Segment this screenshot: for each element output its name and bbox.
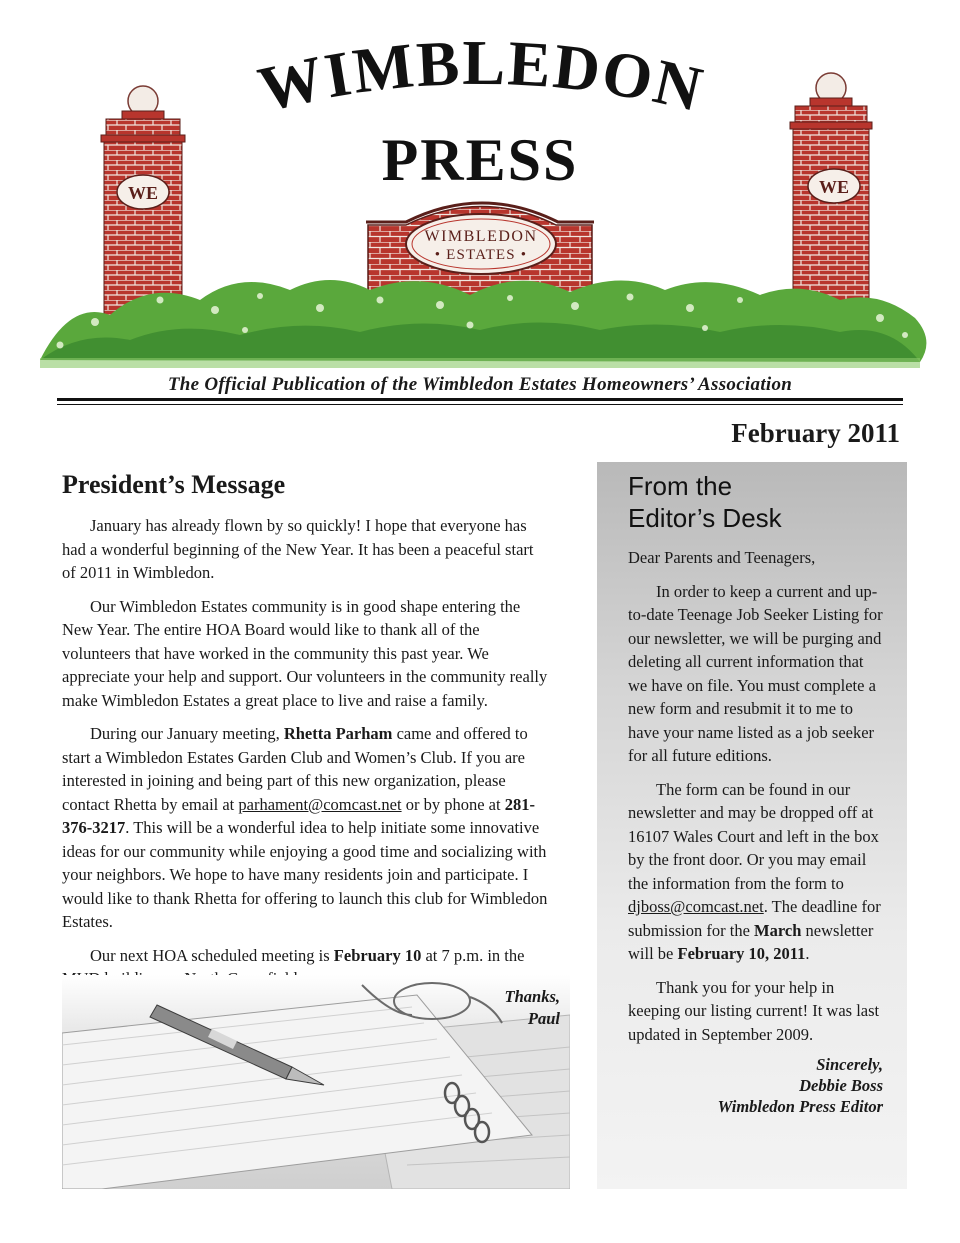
president-paragraph-1: January has already flown by so quickly! I hope that everyone has had a wonderful beginning of the New Year. It has been a peaceful start of 2011 in Wimbledon. [62, 516, 534, 582]
president-p4-text-a: Our next HOA scheduled meeting is [90, 945, 334, 965]
president-p4-text-b: at 7 p.m. in the [425, 945, 525, 965]
editor-paragraph-2 [628, 778, 883, 966]
president-paragraph-3 [62, 722, 550, 934]
sign-line-2: • ESTATES • [434, 247, 528, 263]
masthead-illustration [0, 0, 960, 400]
editor-p2-text-a: The form can be found in our newsletter and may be dropped off at 16107 Wales Court and left in the box by the front door. Or you may email the information from the form to [628, 779, 879, 893]
president-p3-text-a: During our January meeting, [90, 724, 284, 743]
presidents-message-heading: President’s Message [62, 470, 286, 499]
editors-desk-heading-line-1: From the [628, 471, 733, 501]
sign-line-1: WIMBLEDON [424, 228, 538, 245]
foliage [40, 280, 926, 368]
right-pillar [790, 73, 872, 319]
masthead-rule-thick [57, 398, 903, 401]
editor-signoff [628, 1054, 883, 1117]
editor-email-link[interactable]: djboss@comcast.net [628, 897, 764, 916]
masthead-title-line-2: PRESS [381, 127, 579, 193]
editor-p2-text-b: . The deadline for submission for the [628, 897, 881, 940]
editors-desk-heading-line-2: Editor’s Desk [628, 503, 782, 533]
meeting-date: February 10 [333, 945, 422, 965]
president-p3-text-c: or by phone at [401, 794, 505, 814]
masthead-rule-thin [57, 404, 903, 405]
editor-greeting: Dear Parents and Teenagers, [628, 548, 816, 567]
editor-signoff-name: Debbie Boss [799, 1076, 883, 1095]
right-pillar-monogram: WE [818, 177, 850, 197]
editor-p2-text-c: newsletter will be [628, 920, 874, 963]
president-p3-text-d: . This will be a wonderful idea to help initiate some innovative ideas for our community while enjoying a good time and socializing with your neighbors. We hope to have many residents join and participate. I would like to thank Rhetta for offering to launch this club for Wimbledon Estates. [62, 818, 548, 931]
president-signoff [62, 986, 560, 1030]
masthead-title-arc [252, 27, 710, 126]
presidents-message [62, 470, 550, 1001]
issue-date: February 2011 [731, 418, 900, 448]
president-p3-text-b: came and offered to start a Wimbledon Estates Garden Club and Women’s Club. If you are interested in joining and being part of this new organization, please contact Rhetta by email at [62, 724, 528, 814]
newsletter-month: March [754, 920, 802, 940]
editor-paragraph-3: Thank you for your help in keeping our listing current! It was last updated in September 2009. [628, 977, 880, 1044]
contact-phone: 281-376-3217 [62, 794, 535, 837]
masthead-title-line-1: WIMBLEDON [252, 26, 711, 126]
editors-desk [597, 462, 907, 1189]
left-pillar [101, 86, 185, 322]
editor-signoff-title: Wimbledon Press Editor [717, 1097, 883, 1116]
masthead [0, 0, 960, 400]
editor-paragraph-1: In order to keep a current and up-to-date Teenage Job Seeker Listing for our newsletter, we will be purging and deleting all current information that we have on file. You must complete a new form and resubmit it to me to have your name listed as a job seeker for all future editions. [628, 581, 883, 765]
masthead-tagline: The Official Publication of the Wimbledon Estates Homeowners’ Association [167, 374, 793, 395]
president-paragraph-2: Our Wimbledon Estates community is in good shape entering the New Year. The entire HOA Board would like to thank all of the volunteers that have worked in the community this past year. We appreciate your help and support. Our volunteers in the community really make Wimbledon Estates a great place to live and raise a family. [62, 596, 548, 710]
contact-email-link[interactable]: parhament@comcast.net [238, 794, 402, 814]
editor-signoff-closing: Sincerely, [816, 1055, 883, 1074]
signoff-name: Paul [527, 1009, 560, 1028]
editors-desk-heading [628, 470, 883, 534]
left-pillar-monogram: WE [127, 183, 159, 203]
volunteer-name: Rhetta Parham [283, 724, 393, 743]
editor-p2-text-d: . [805, 944, 810, 963]
submission-deadline: February 10, 2011 [677, 944, 806, 963]
signoff-thanks: Thanks, [504, 987, 560, 1006]
